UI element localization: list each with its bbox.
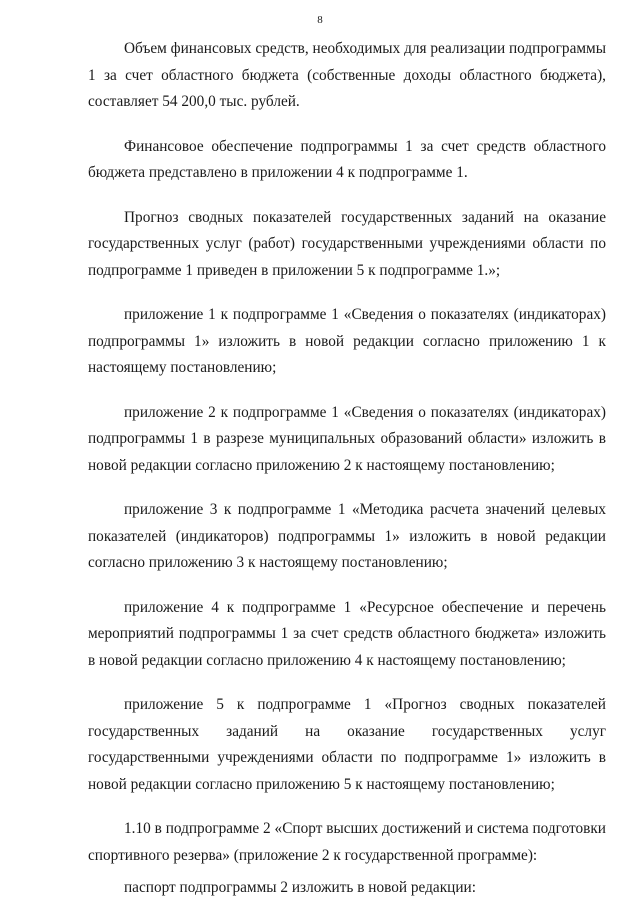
paragraph-appendix-3: приложение 3 к подпрограмме 1 «Методика расчета значений целевых показателей (индикаторов) подпрограммы 1» изложить в новой редакции согласно приложению 3 к настоящему постановлению;: [88, 501, 606, 571]
paragraph-appendix-5: приложение 5 к подпрограмме 1 «Прогноз сводных показателей государственных заданий на оказание государственных услуг государственными учреждениями области по подпрограмме 1» изложить в новой редакции согласно приложению 5 к настоящему постановлению;: [88, 696, 606, 793]
paragraph-appendix-4: приложение 4 к подпрограмме 1 «Ресурсное обеспечение и перечень мероприятий подпрограммы 1 за счет средств областного бюджета» изложить в новой редакции согласно приложению 4 к настоящему постановлению;: [88, 598, 606, 669]
paragraph-subprogram-2: 1.10 в подпрограмме 2 «Спорт высших достижений и система подготовки спортивного резерва» (приложение 2 к государственной программе):: [88, 820, 606, 864]
paragraph-financial-support: Финансовое обеспечение подпрограммы 1 за счет средств областного бюджета представлено в приложении 4 к подпрограмме 1.: [88, 137, 606, 181]
paragraph-funding-volume: Объем финансовых средств, необходимых для реализации подпрограммы 1 за счет областного бюджета (собственные доходы областного бюджета), составляет 54 200,0 тыс. рублей.: [88, 40, 606, 110]
page-number: 8: [317, 14, 323, 26]
paragraph-appendix-1: приложение 1 к подпрограмме 1 «Сведения о показателях (индикаторах) подпрограммы 1» изложить в новой редакции согласно приложению 1 к настоящему постановлению;: [88, 306, 606, 376]
paragraph-forecast: Прогноз сводных показателей государственных заданий на оказание государственных услуг (работ) государственными учреждениями области по подпрограмме 1 приведен в приложении 5 к подпрограмме 1.»;: [88, 208, 606, 279]
paragraph-appendix-2: приложение 2 к подпрограмме 1 «Сведения о показателях (индикаторах) подпрограммы 1 в разрезе муниципальных образований области» изложить в новой редакции согласно приложению 2 к настоящему постановлению;: [88, 403, 606, 474]
document-body: [88, 36, 606, 902]
paragraph-passport: паспорт подпрограммы 2 изложить в новой редакции:: [124, 879, 476, 896]
